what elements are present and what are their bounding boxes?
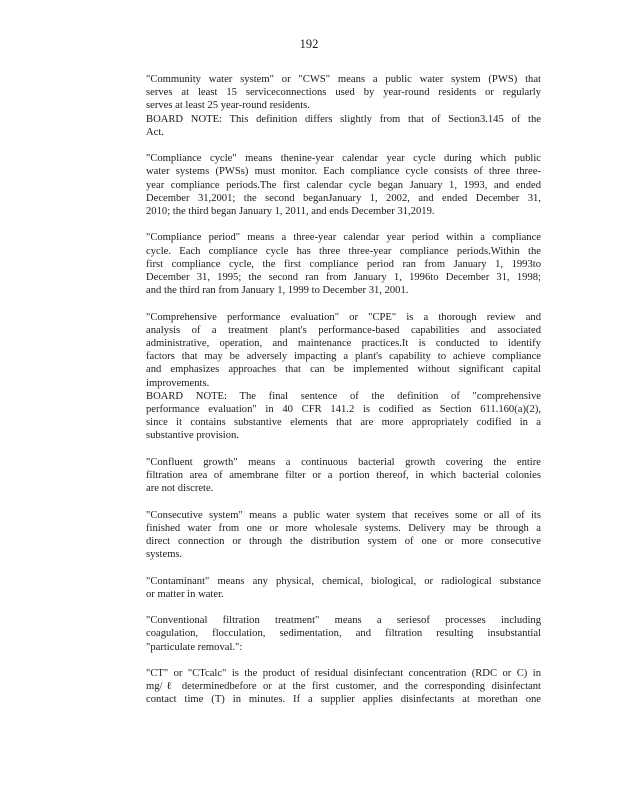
- text-line: finished water from one or more wholesale systems. Delivery may be through a: [146, 522, 541, 534]
- text-line: Act.: [146, 126, 164, 138]
- text-line: year compliance periods.The first calendar cycle began January 1, 1993, and ended: [146, 179, 541, 191]
- text-line: "Conventional filtration treatment" means a seriesof processes including: [146, 615, 541, 627]
- text-line: BOARD NOTE: The final sentence of the definition of "comprehensive: [146, 390, 541, 402]
- text-line: filtration area of amembrane filter or a portion thereof, in which bacterial colonies: [146, 470, 541, 482]
- text-line: water systems (PWSs) must monitor. Each compliance cycle consists of three three-: [146, 166, 541, 178]
- text-line: administrative, operation, and maintenance practices.It is conducted to identify: [146, 338, 541, 350]
- definition-paragraph: [146, 509, 541, 562]
- definition-paragraph: [146, 667, 541, 707]
- text-line: contact time (T) in minutes. If a supplier applies disinfectants at morethan one: [146, 694, 541, 706]
- text-line: "Contaminant" means any physical, chemical, biological, or radiological substance: [146, 575, 541, 587]
- page-number: 192: [299, 37, 319, 51]
- text-line: substantive provision.: [146, 430, 239, 442]
- definition-paragraph: [146, 152, 541, 218]
- text-line: direct connection or through the distribution system of one or more consecutive: [146, 536, 541, 548]
- text-line: "Compliance cycle" means thenine-year calendar year cycle during which public: [146, 153, 541, 165]
- definition-paragraph: [146, 614, 541, 654]
- text-line: analysis of a treatment plant's performance-based capabilities and associated: [146, 324, 541, 336]
- text-line: improvements.: [146, 377, 210, 389]
- text-line: coagulation, flocculation, sedimentation, and filtration resulting insubstantial: [146, 628, 541, 640]
- definition-paragraph: [146, 73, 541, 139]
- text-line: serves at least 25 year-round residents.: [146, 100, 310, 112]
- text-line: "Compliance period" means a three-year calendar year period within a compliance: [146, 232, 541, 244]
- definition-paragraph: [146, 231, 541, 297]
- text-line: performance evaluation" in 40 CFR 141.2 is codified as Section 611.160(a)(2),: [146, 404, 541, 416]
- text-line: "Comprehensive performance evaluation" or "CPE" is a thorough review and: [146, 311, 541, 323]
- text-line: "particulate removal.":: [146, 641, 243, 653]
- text-line: or matter in water.: [146, 588, 224, 600]
- text-line: cycle. Each compliance cycle has three three-year compliance periods.Within the: [146, 245, 541, 257]
- text-line: and emphasizes approaches that can be implemented without significant capital: [146, 364, 541, 376]
- text-line: mg/ℓ determinedbefore or at the first customer, and the corresponding disinfectant: [146, 681, 541, 693]
- text-line: 2010; the third began January 1, 2011, and ends December 31,2019.: [146, 206, 435, 218]
- document-body: [146, 73, 541, 720]
- text-line: serves at least 15 serviceconnections used by year-round residents or regularly: [146, 87, 541, 99]
- text-line: December 31,2001; the second beganJanuary 1, 2002, and ended December 31,: [146, 192, 541, 204]
- text-line: "Community water system" or "CWS" means a public water system (PWS) that: [146, 74, 541, 85]
- text-line: BOARD NOTE: This definition differs slightly from that of Section3.145 of the: [146, 113, 541, 125]
- text-line: first compliance cycle, the first compliance period ran from January 1, 1993to: [146, 258, 541, 270]
- text-line: are not discrete.: [146, 483, 214, 495]
- definition-paragraph: [146, 456, 541, 496]
- definition-paragraph: [146, 311, 541, 443]
- text-line: December 31, 1995; the second ran from January 1, 1996to December 31, 1998;: [146, 272, 541, 284]
- text-line: "CT" or "CTcalc" is the product of residual disinfectant concentration (RDC or C) in: [146, 668, 541, 680]
- text-line: "Consecutive system" means a public water system that receives some or all of its: [146, 509, 541, 521]
- text-line: since it contains substantive elements that are more appropriately codified in a: [146, 417, 541, 429]
- text-line: systems.: [146, 549, 183, 561]
- text-line: factors that may be adversely impacting a plant's capability to achieve compliance: [146, 351, 541, 363]
- text-line: "Confluent growth" means a continuous bacterial growth covering the entire: [146, 456, 541, 468]
- text-line: and the third ran from January 1, 1999 to December 31, 2001.: [146, 285, 409, 297]
- definition-paragraph: [146, 575, 541, 601]
